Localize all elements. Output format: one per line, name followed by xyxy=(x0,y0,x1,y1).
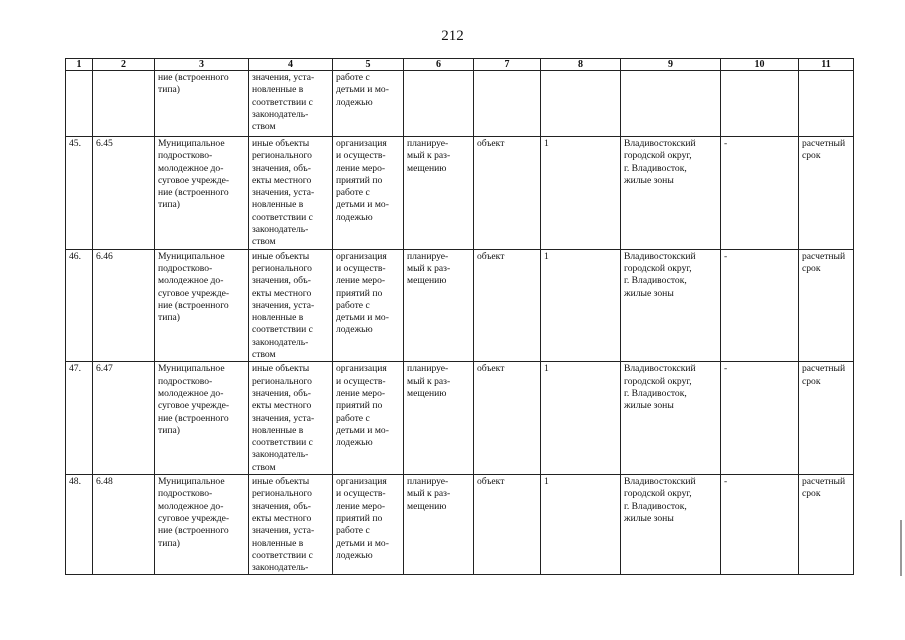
term-cell xyxy=(799,137,854,250)
object-purpose-text: организация и осуществ- ление меро- приятий по работе с детьми и мо- лодежью xyxy=(336,476,389,561)
object-name-cell xyxy=(155,475,249,575)
header-cell: 6 xyxy=(404,59,474,71)
table-row xyxy=(66,362,854,475)
header-cell: 4 xyxy=(249,59,333,71)
object-purpose-text: организация и осуществ- ление меро- приятий по работе с детьми и мо- лодежью xyxy=(336,250,389,336)
unit-cell: объект xyxy=(474,249,541,362)
row-number-cell: 45. xyxy=(66,137,93,250)
object-status-text: иные объекты регионального значения, объ- екты местного значения, уста- новленные в соответствии с законодатель- ством xyxy=(252,250,315,361)
object-state-cell xyxy=(404,249,474,362)
table-row xyxy=(66,475,854,575)
object-name-text: ние (встроенного типа) xyxy=(158,72,229,96)
count-cell: 1 xyxy=(541,475,621,575)
zone-cell: - xyxy=(721,362,799,475)
object-code-cell: 6.46 xyxy=(93,249,155,362)
object-code-cell: 6.47 xyxy=(93,362,155,475)
object-status-text: иные объекты регионального значения, объ- екты местного значения, уста- новленные в соответствии с законодатель- xyxy=(252,476,315,574)
header-cell: 5 xyxy=(333,59,404,71)
zone-cell: - xyxy=(721,475,799,575)
page-number: 212 xyxy=(441,28,464,44)
term-cell xyxy=(799,475,854,575)
object-code-cell: 6.48 xyxy=(93,475,155,575)
count-cell: 1 xyxy=(541,249,621,362)
zone-cell: - xyxy=(721,249,799,362)
object-name-text: Муниципальное подростково- молодежное до- суговое учрежде- ние (встроенного типа) xyxy=(158,363,230,436)
object-state-text: планируе- мый к раз- мещению xyxy=(407,138,451,174)
object-status-cell xyxy=(249,71,333,137)
object-purpose-cell xyxy=(333,475,404,575)
header-cell: 8 xyxy=(541,59,621,71)
object-purpose-text: работе с детьми и мо- лодежью xyxy=(336,72,389,108)
location-text: Владивостокский городской округ, г. Владивосток, жилые зоны xyxy=(624,476,696,524)
location-cell xyxy=(621,362,721,475)
object-name-cell xyxy=(155,362,249,475)
object-code-cell: 6.45 xyxy=(93,137,155,250)
header-cell: 10 xyxy=(721,59,799,71)
object-purpose-cell xyxy=(333,362,404,475)
header-cell: 3 xyxy=(155,59,249,71)
object-purpose-text: организация и осуществ- ление меро- приятий по работе с детьми и мо- лодежью xyxy=(336,363,389,449)
object-name-cell xyxy=(155,71,249,137)
object-state-cell xyxy=(404,475,474,575)
object-name-text: Муниципальное подростково- молодежное до- суговое учрежде- ние (встроенного типа) xyxy=(158,476,230,549)
header-cell: 9 xyxy=(621,59,721,71)
term-text: расчетный срок xyxy=(802,250,846,274)
object-status-cell xyxy=(249,475,333,575)
header-cell: 7 xyxy=(474,59,541,71)
term-text: расчетный срок xyxy=(802,476,846,500)
empty-cell xyxy=(621,71,721,137)
object-status-cell xyxy=(249,362,333,475)
object-status-text: иные объекты регионального значения, объ- екты местного значения, уста- новленные в соответствии с законодатель- ством xyxy=(252,138,315,248)
row-number-cell: 48. xyxy=(66,475,93,575)
location-text: Владивостокский городской округ, г. Владивосток, жилые зоны xyxy=(624,138,696,186)
location-cell xyxy=(621,475,721,575)
term-cell xyxy=(799,362,854,475)
empty-cell xyxy=(799,71,854,137)
empty-cell xyxy=(66,71,93,137)
object-state-cell xyxy=(404,362,474,475)
object-purpose-cell xyxy=(333,249,404,362)
object-state-cell xyxy=(404,137,474,250)
object-purpose-cell xyxy=(333,137,404,250)
object-state-text: планируе- мый к раз- мещению xyxy=(407,250,451,287)
term-text: расчетный срок xyxy=(802,138,846,162)
object-state-text: планируе- мый к раз- мещению xyxy=(407,363,451,399)
location-text: Владивостокский городской округ, г. Владивосток, жилые зоны xyxy=(624,363,696,412)
header-cell: 2 xyxy=(93,59,155,71)
count-cell: 1 xyxy=(541,137,621,250)
empty-cell xyxy=(474,71,541,137)
empty-cell xyxy=(721,71,799,137)
empty-cell xyxy=(93,71,155,137)
objects-table xyxy=(65,58,854,575)
empty-cell xyxy=(404,71,474,137)
unit-cell: объект xyxy=(474,475,541,575)
continuation-row xyxy=(66,71,854,137)
header-cell: 1 xyxy=(66,59,93,71)
row-number-cell: 47. xyxy=(66,362,93,475)
object-name-cell xyxy=(155,249,249,362)
scan-edge-mark xyxy=(900,520,902,576)
count-cell: 1 xyxy=(541,362,621,475)
row-number-cell: 46. xyxy=(66,249,93,362)
header-cell: 11 xyxy=(799,59,854,71)
term-cell xyxy=(799,249,854,362)
object-purpose-text: организация и осуществ- ление меро- приятий по работе с детьми и мо- лодежью xyxy=(336,138,389,223)
unit-cell: объект xyxy=(474,362,541,475)
term-text: расчетный срок xyxy=(802,363,846,387)
object-purpose-cell xyxy=(333,71,404,137)
object-name-cell xyxy=(155,137,249,250)
object-name-text: Муниципальное подростково- молодежное до- суговое учрежде- ние (встроенного типа) xyxy=(158,138,230,211)
zone-cell: - xyxy=(721,137,799,250)
location-text: Владивостокский городской округ, г. Владивосток, жилые зоны xyxy=(624,250,696,299)
object-state-text: планируе- мый к раз- мещению xyxy=(407,476,451,512)
location-cell xyxy=(621,137,721,250)
unit-cell: объект xyxy=(474,137,541,250)
object-status-cell xyxy=(249,249,333,362)
empty-cell xyxy=(541,71,621,137)
object-status-text: значения, уста- новленные в соответствии с законодатель- ством xyxy=(252,72,315,133)
object-name-text: Муниципальное подростково- молодежное до- суговое учрежде- ние (встроенного типа) xyxy=(158,250,230,324)
header-row xyxy=(66,59,854,71)
object-status-cell xyxy=(249,137,333,250)
table-row xyxy=(66,137,854,250)
location-cell xyxy=(621,249,721,362)
table-row xyxy=(66,249,854,362)
object-status-text: иные объекты регионального значения, объ- екты местного значения, уста- новленные в соответствии с законодатель- ством xyxy=(252,363,315,473)
